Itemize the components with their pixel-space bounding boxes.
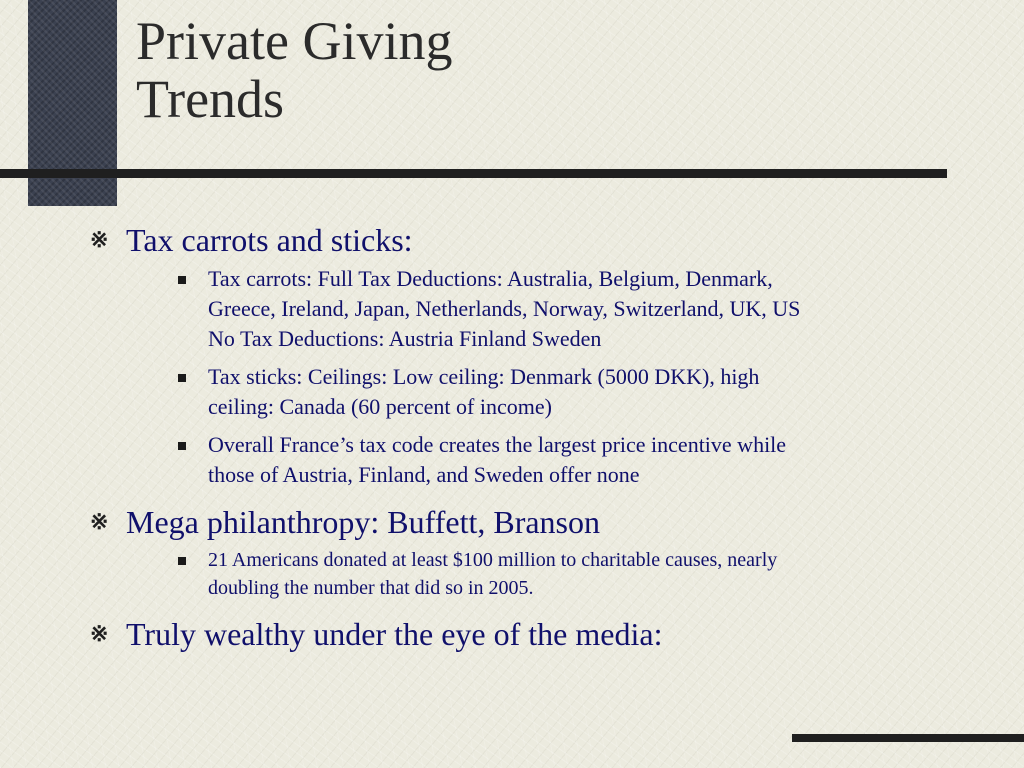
sub-bullet-line: No Tax Deductions: Austria Finland Sweden <box>208 326 602 351</box>
bullet-tax-carrots-sticks <box>88 218 988 490</box>
sub-bullet-line: Tax sticks: Ceilings: Low ceiling: Denmark (5000 DKK), high <box>208 364 760 389</box>
sub-bullet-tax-carrots <box>126 264 998 354</box>
sub-bullet-line: those of Austria, Finland, and Sweden offer none <box>208 462 640 487</box>
hash-bullet-icon: ※ <box>90 227 109 252</box>
slide-body <box>88 218 988 656</box>
hash-bullet-icon: ※ <box>90 509 109 534</box>
bullet-mega-philanthropy <box>88 500 988 602</box>
square-bullet-icon <box>178 276 186 284</box>
sub-bullet-line: Overall France’s tax code creates the largest price incentive while <box>208 432 787 457</box>
sub-bullet-americans-donated <box>126 546 998 602</box>
square-bullet-icon <box>178 557 186 565</box>
sub-bullet-list <box>126 264 988 490</box>
slide-title-line: Private Giving <box>136 11 453 71</box>
sub-bullet-line: ceiling: Canada (60 percent of income) <box>208 394 552 419</box>
sub-bullet-line: Tax carrots: Full Tax Deductions: Australia, Belgium, Denmark, <box>208 266 773 291</box>
sub-bullet-france-tax-code <box>126 430 998 490</box>
bullet-text: Truly wealthy under the eye of the media: <box>126 616 663 652</box>
hash-bullet-icon: ※ <box>90 621 109 646</box>
sub-bullet-line: 21 Americans donated at least $100 million to charitable causes, nearly <box>208 549 778 571</box>
sub-bullet-line: Greece, Ireland, Japan, Netherlands, Norway, Switzerland, UK, US <box>208 296 801 321</box>
sub-bullet-line: doubling the number that did so in 2005. <box>208 577 534 599</box>
title-divider-rule <box>0 169 947 178</box>
bullet-text: Mega philanthropy: Buffett, Branson <box>126 504 600 540</box>
slide-title-line: Trends <box>136 69 285 129</box>
sub-bullet-tax-sticks <box>126 362 998 422</box>
bullet-text: Tax carrots and sticks: <box>126 222 413 258</box>
square-bullet-icon <box>178 374 186 382</box>
bullet-truly-wealthy <box>88 612 988 656</box>
square-bullet-icon <box>178 442 186 450</box>
footer-divider-rule <box>792 734 1024 742</box>
slide-title <box>136 12 452 128</box>
sub-bullet-list <box>126 546 988 602</box>
